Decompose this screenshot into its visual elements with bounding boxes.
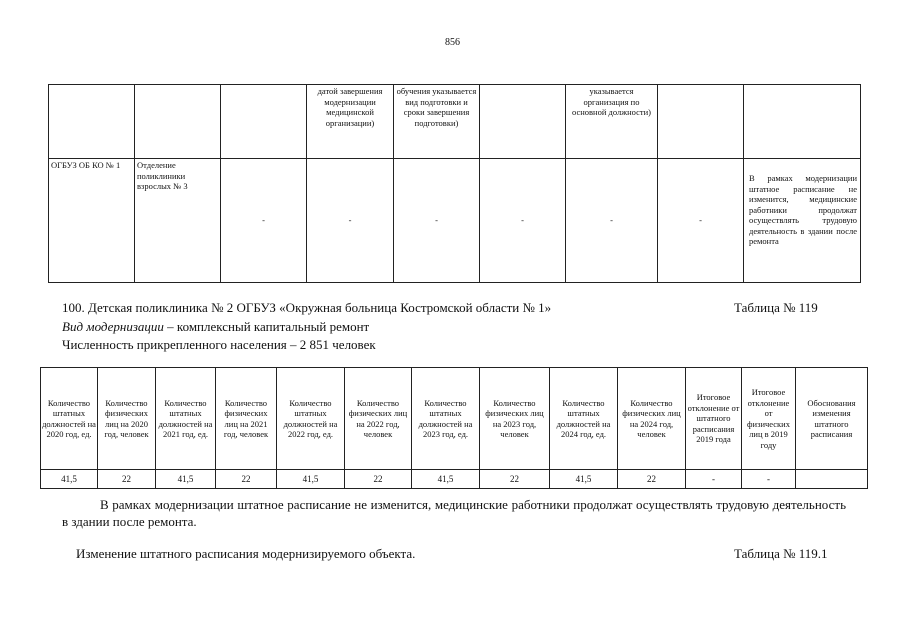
value-cell: 41,5 [277,470,345,489]
table-row [49,159,861,283]
value-cell: - [742,470,796,489]
header-cell: датой завершения модернизации медицинской организации) [307,85,394,159]
section-title: 100. Детская поликлиника № 2 ОГБУЗ «Окружная больница Костромской области № 1» [62,300,552,315]
column-header: Количество штатных должностей на 2021 год, ед. [156,368,216,470]
table-row [41,470,868,489]
value-cell: 22 [345,470,412,489]
header-cell: указывается организация по основной должности) [566,85,658,159]
column-header: Количество штатных должностей на 2020 год, ед. [41,368,98,470]
table-label: Таблица № 119 [734,300,818,315]
continuation-table [48,84,861,283]
value-cell: 22 [98,470,156,489]
header-cell [49,85,135,159]
page-number: 856 [445,37,460,48]
dash-cell: - [658,159,744,283]
column-header: Количество штатных должностей на 2024 год, ед. [550,368,618,470]
org-cell: ОГБУЗ ОБ КО № 1 [49,159,135,283]
dash-cell: - [566,159,658,283]
value-cell: - [686,470,742,489]
column-header: Количество штатных должностей на 2022 год, ед. [277,368,345,470]
footer-table-label: Таблица № 119.1 [734,546,828,561]
value-cell: 41,5 [156,470,216,489]
value-cell: 22 [480,470,550,489]
column-header: Количество штатных должностей на 2023 год, ед. [412,368,480,470]
dept-cell: Отделение поликлиники взрослых № 3 [135,159,221,283]
dash-cell: - [221,159,307,283]
column-header: Количество физических лиц на 2021 год, человек [216,368,277,470]
header-cell [221,85,307,159]
column-header: Количество физических лиц на 2022 год, человек [345,368,412,470]
header-cell: обучения указывается вид подготовки и сроки завершения подготовки) [394,85,480,159]
population-line: Численность прикрепленного населения – 2 851 человек [62,337,376,352]
header-cell [658,85,744,159]
dash-cell: - [394,159,480,283]
staff-table [40,367,868,489]
staff-header-row [41,368,868,470]
modernization-line [62,319,369,335]
header-cell [744,85,861,159]
column-header: Количество физических лиц на 2020 год, человек [98,368,156,470]
column-header: Количество физических лиц на 2024 год, человек [618,368,686,470]
header-cell [135,85,221,159]
value-cell: 41,5 [41,470,98,489]
modernization-value: – комплексный капитальный ремонт [163,319,370,334]
dash-cell: - [480,159,566,283]
header-cell [480,85,566,159]
value-cell [796,470,868,489]
value-cell: 22 [216,470,277,489]
dash-cell: - [307,159,394,283]
value-cell: 41,5 [550,470,618,489]
column-header: Итоговое отклонение от физических лиц в 2019 году [742,368,796,470]
modernization-label: Вид модернизации [62,319,164,334]
column-header: Количество физических лиц на 2023 год, человек [480,368,550,470]
column-header: Обоснования изменения штатного расписания [796,368,868,470]
value-cell: 41,5 [412,470,480,489]
table-header-row [49,85,861,159]
value-cell: 22 [618,470,686,489]
body-paragraph: В рамках модернизации штатное расписание не изменится, медицинские работники продолжат осуществлять трудовую деятельность в здании после ремонта. [62,497,846,529]
column-header: Итоговое отклонение от штатного расписания 2019 года [686,368,742,470]
note-cell: В рамках модернизации штатное расписание не изменится, медицинские работники продолжат осуществлять трудовую деятельность в здании после ремонта [744,159,861,283]
footer-text: Изменение штатного расписания модернизируемого объекта. [76,546,416,561]
